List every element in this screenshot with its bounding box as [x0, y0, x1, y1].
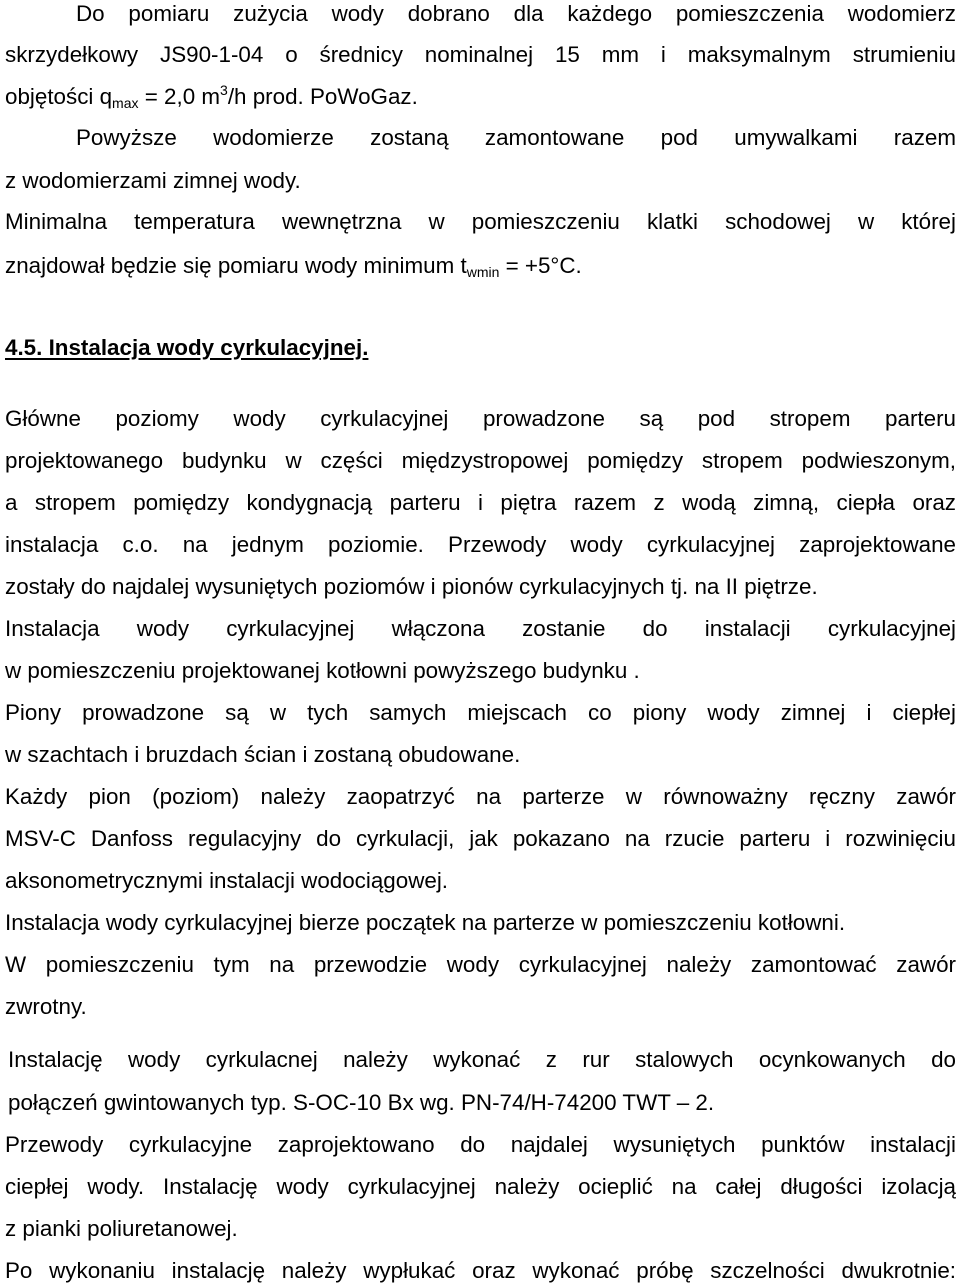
paragraph-7-line-2: MSV-C Danfoss regulacyjny do cyrkulacji, jak pokazano na rzucie parteru i rozwinięciu — [5, 826, 956, 851]
paragraph-5-line-2: w pomieszczeniu projektowanej kotłowni powyższego budynku . — [5, 658, 640, 683]
paragraph-4-line-2: projektowanego budynku w części międzystropowej pomiędzy stropem podwieszonym, — [5, 448, 956, 473]
paragraph-5-line-1: Instalacja wody cyrkulacyjnej włączona zostanie do instalacji cyrkulacyjnej — [5, 616, 956, 641]
paragraph-10-line-2: połączeń gwintowanych typ. S-OC-10 Bx wg. PN-74/H-74200 TWT – 2. — [8, 1090, 715, 1115]
paragraph-11-line-2: ciepłej wody. Instalację wody cyrkulacyjnej należy ocieplić na całej długości izolacją — [5, 1174, 956, 1199]
subscript: max — [112, 95, 139, 111]
paragraph-9-line-2: zwrotny. — [5, 994, 87, 1019]
paragraph-7-line-3: aksonometrycznymi instalacji wodociągowej. — [5, 868, 449, 893]
paragraph-6-line-1: Piony prowadzone są w tych samych miejscach co piony wody zimnej i ciepłej — [5, 700, 956, 725]
paragraph-7-line-1: Każdy pion (poziom) należy zaopatrzyć na parterze w równoważny ręczny zawór — [5, 784, 956, 809]
subscript: wmin — [466, 264, 500, 280]
paragraph-12-line-1: Po wykonaniu instalację należy wypłukać oraz wykonać próbę szczelności dwukrotnie: — [5, 1258, 956, 1283]
paragraph-3-line-1: Minimalna temperatura wewnętrzna w pomieszczeniu klatki schodowej w której — [5, 209, 956, 234]
paragraph-9-line-1: W pomieszczeniu tym na przewodzie wody cyrkulacyjnej należy zamontować zawór — [5, 952, 956, 977]
text-span: znajdował będzie się pomiaru wody minimum t — [5, 253, 467, 278]
paragraph-8-line-1: Instalacja wody cyrkulacyjnej bierze początek na parterze w pomieszczeniu kotłowni. — [5, 910, 846, 935]
text-span: = 2,0 m — [138, 84, 221, 109]
paragraph-11-line-1: Przewody cyrkulacyjne zaprojektowano do najdalej wysuniętych punktów instalacji — [5, 1132, 956, 1157]
text-span: /h prod. PoWoGaz. — [227, 84, 418, 109]
text-span: objętości q — [5, 84, 113, 109]
superscript: 3 — [220, 82, 228, 98]
paragraph-4-line-3: a stropem pomiędzy kondygnacją parteru i piętra razem z wodą zimną, ciepła oraz — [5, 490, 956, 515]
section-heading: 4.5. Instalacja wody cyrkulacyjnej. — [5, 335, 369, 360]
paragraph-2-line-1: Powyższe wodomierze zostaną zamontowane pod umywalkami razem — [76, 125, 956, 150]
paragraph-1-line-1: Do pomiaru zużycia wody dobrano dla każdego pomieszczenia wodomierz — [76, 1, 956, 26]
paragraph-4-line-1: Główne poziomy wody cyrkulacyjnej prowadzone są pod stropem parteru — [5, 406, 956, 431]
paragraph-11-line-3: z pianki poliuretanowej. — [5, 1216, 238, 1241]
paragraph-3-line-2 — [5, 251, 956, 281]
paragraph-4-line-4: instalacja c.o. na jednym poziomie. Przewody wody cyrkulacyjnej zaprojektowane — [5, 532, 956, 557]
text-span: = +5°C. — [499, 253, 582, 278]
paragraph-10-line-1: Instalację wody cyrkulacnej należy wykonać z rur stalowych ocynkowanych do — [8, 1047, 956, 1072]
paragraph-6-line-2: w szachtach i bruzdach ścian i zostaną obudowane. — [5, 742, 521, 767]
paragraph-4-line-5: zostały do najdalej wysuniętych poziomów i pionów cyrkulacyjnych tj. na II piętrze. — [5, 574, 818, 599]
paragraph-2-line-2: z wodomierzami zimnej wody. — [5, 168, 301, 193]
paragraph-1-line-2: skrzydełkowy JS90-1-04 o średnicy nominalnej 15 mm i maksymalnym strumieniu — [5, 42, 956, 67]
paragraph-1-line-3 — [5, 82, 956, 112]
